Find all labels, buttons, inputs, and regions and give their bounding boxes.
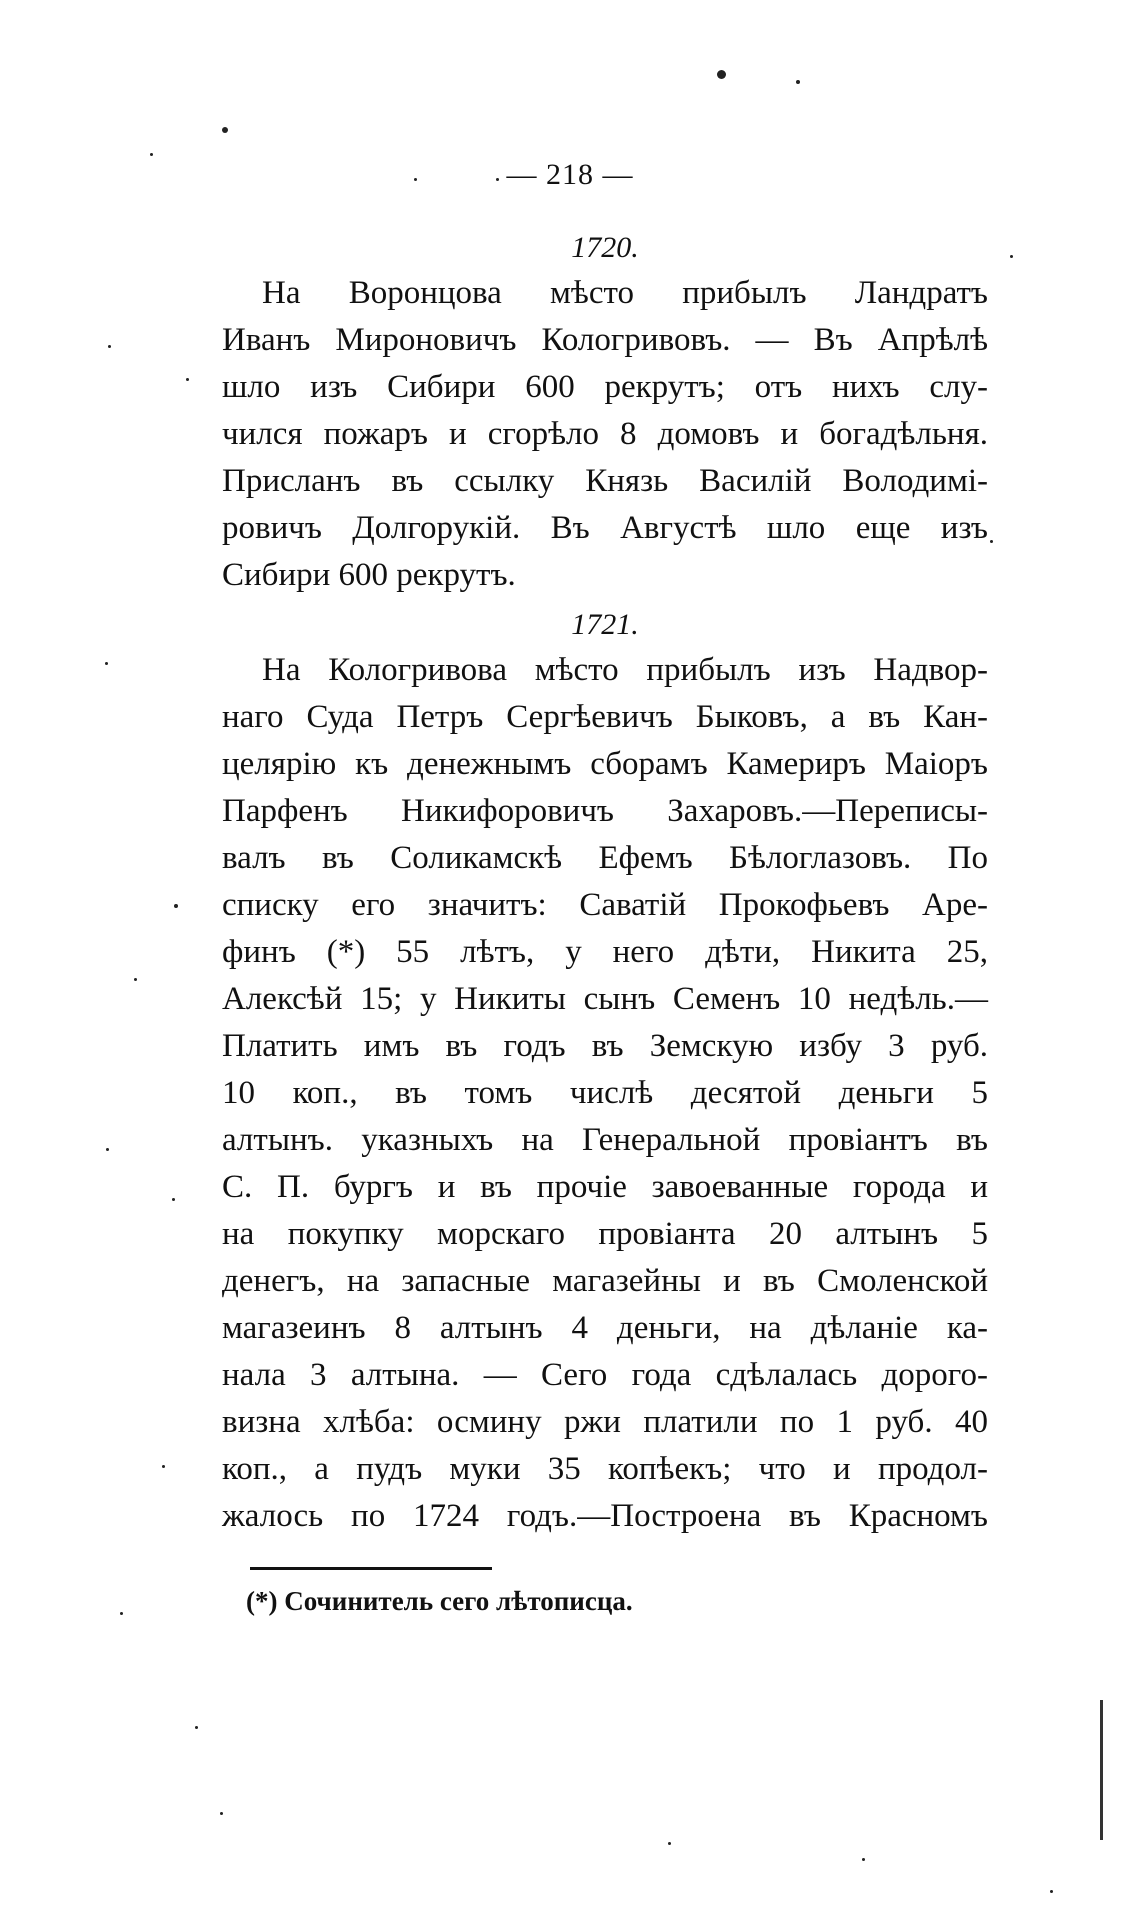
text-line: На Воронцова мѣсто прибылъ Ландратъ xyxy=(262,275,988,311)
text-line: жалось по 1724 годъ.—Построена въ Красномъ xyxy=(222,1498,988,1534)
footnote: (*) Сочинитель сего лѣтописца. xyxy=(246,1586,633,1616)
scan-speck xyxy=(106,1148,109,1151)
text-line: ровичъ Долгорукій. Въ Августѣ шло еще изъ xyxy=(222,510,988,546)
text-line: Алексѣй 15; у Никиты сынъ Семенъ 10 недѣль.— xyxy=(222,981,988,1017)
scan-speck xyxy=(862,1858,865,1861)
scan-speck xyxy=(186,378,189,381)
scan-speck xyxy=(496,178,499,181)
scan-speck xyxy=(172,1198,175,1201)
text-line: чился пожаръ и сгорѣло 8 домовъ и богадѣльня. xyxy=(222,416,988,452)
text-line: 10 коп., въ томъ числѣ десятой деньги 5 xyxy=(222,1075,988,1111)
text-line: визна хлѣба: осмину ржи платили по 1 руб. 40 xyxy=(222,1404,988,1440)
text-line: нала 3 алтына. — Сего года сдѣлалась дорого- xyxy=(222,1357,988,1393)
text-line: списку его значитъ: Саватій Прокофьевъ Аре- xyxy=(222,887,988,923)
text-line: целярію къ денежнымъ сборамъ Камериръ Маіоръ xyxy=(222,746,988,782)
year-heading: 1720. xyxy=(571,231,639,264)
scan-speck xyxy=(796,80,800,84)
scan-speck xyxy=(120,1612,123,1615)
text-line: Парфенъ Никифоровичъ Захаровъ.—Переписы- xyxy=(222,793,988,829)
scan-speck xyxy=(1050,1890,1053,1893)
scan-speck xyxy=(195,1726,198,1729)
scan-speck xyxy=(174,904,178,908)
scan-speck xyxy=(150,153,153,156)
year-heading: 1721. xyxy=(571,608,639,641)
text-line: На Кологривова мѣсто прибылъ изъ Надвор- xyxy=(262,652,988,688)
section-1720 xyxy=(222,226,988,599)
scan-speck xyxy=(990,540,993,543)
page-number: — 218 — xyxy=(506,158,634,191)
scan-speck xyxy=(668,1842,671,1845)
scan-speck xyxy=(134,978,137,981)
scan-speck xyxy=(717,70,726,79)
scan-speck xyxy=(1010,255,1013,258)
text-line: Иванъ Мироновичъ Кологривовъ. — Въ Апрѣлѣ xyxy=(222,322,988,358)
scan-speck xyxy=(105,662,108,665)
scan-margin-mark xyxy=(1100,1700,1103,1840)
text-line: коп., а пудъ муки 35 копѣекъ; что и продол- xyxy=(222,1451,988,1487)
section-1721 xyxy=(222,603,988,1540)
text-line: магазеинъ 8 алтынъ 4 деньги, на дѣланіе ка- xyxy=(222,1310,988,1346)
text-line: Сибири 600 рекрутъ. xyxy=(222,557,516,593)
text-line: С. П. бургъ и въ прочіе завоеванные города и xyxy=(222,1169,988,1205)
text-line: Платить имъ въ годъ въ Земскую избу 3 руб. xyxy=(222,1028,988,1064)
scan-speck xyxy=(222,127,228,133)
scan-speck xyxy=(108,345,111,348)
scan-speck xyxy=(414,178,417,181)
scan-speck xyxy=(162,1465,165,1468)
scan-speck xyxy=(220,1812,223,1815)
text-line: шло изъ Сибири 600 рекрутъ; отъ нихъ слу- xyxy=(222,369,988,405)
text-line: на покупку морскаго провіанта 20 алтынъ 5 xyxy=(222,1216,988,1252)
text-line: алтынъ. указныхъ на Генеральной провіантъ въ xyxy=(222,1122,988,1158)
text-line: финъ (*) 55 лѣтъ, у него дѣти, Никита 25, xyxy=(222,934,988,970)
text-line: денегъ, на запасные магазейны и въ Смоленской xyxy=(222,1263,988,1299)
footnote-divider xyxy=(250,1567,492,1570)
text-line: валъ въ Соликамскѣ Ефемъ Бѣлоглазовъ. По xyxy=(222,840,988,876)
text-line: наго Суда Петръ Сергѣевичъ Быковъ, а въ Кан- xyxy=(222,699,988,735)
text-line: Присланъ въ ссылку Князь Василій Володимі- xyxy=(222,463,988,499)
